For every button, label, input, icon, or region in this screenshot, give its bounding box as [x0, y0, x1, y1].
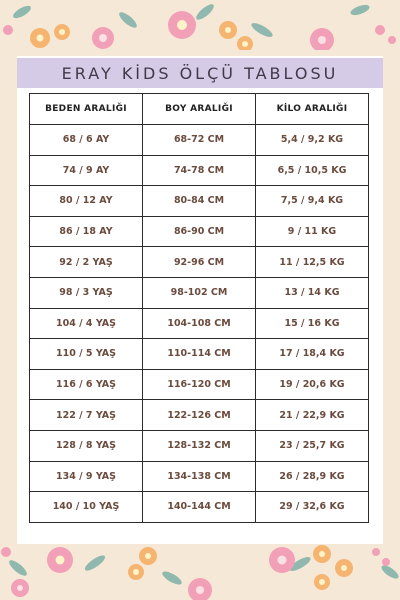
size-cell: 134 / 9 YAŞ	[30, 461, 143, 492]
weight-cell: 9 / 11 KG	[256, 216, 369, 247]
height-cell: 98-102 CM	[143, 277, 256, 308]
weight-cell: 7,5 / 9,4 KG	[256, 186, 369, 217]
size-cell: 68 / 6 AY	[30, 125, 143, 156]
height-cell: 128-132 CM	[143, 430, 256, 461]
header-size-range: BEDEN ARALIĞI	[30, 94, 143, 125]
table-row	[30, 400, 369, 431]
table-row	[30, 155, 369, 186]
table-row	[30, 369, 369, 400]
table-row	[30, 339, 369, 370]
page-title: ERAY KİDS ÖLÇÜ TABLOSU	[61, 63, 339, 83]
size-cell: 104 / 4 YAŞ	[30, 308, 143, 339]
flower-icon	[1, 545, 390, 600]
weight-cell: 6,5 / 10,5 KG	[256, 155, 369, 186]
table-row	[30, 492, 369, 523]
weight-cell: 21 / 22,9 KG	[256, 400, 369, 431]
header-height-range: BOY ARALIĞI	[143, 94, 256, 125]
size-cell: 86 / 18 AY	[30, 216, 143, 247]
height-cell: 110-114 CM	[143, 339, 256, 370]
height-cell: 116-120 CM	[143, 369, 256, 400]
size-cell: 140 / 10 YAŞ	[30, 492, 143, 523]
height-cell: 92-96 CM	[143, 247, 256, 278]
table-row	[30, 216, 369, 247]
table-row	[30, 125, 369, 156]
floral-border-top	[0, 0, 400, 50]
table-row	[30, 461, 369, 492]
height-cell: 86-90 CM	[143, 216, 256, 247]
weight-cell: 23 / 25,7 KG	[256, 430, 369, 461]
table-header-row	[30, 94, 369, 125]
size-cell: 98 / 3 YAŞ	[30, 277, 143, 308]
weight-cell: 19 / 20,6 KG	[256, 369, 369, 400]
title-bar	[17, 58, 383, 88]
weight-cell: 17 / 18,4 KG	[256, 339, 369, 370]
weight-cell: 11 / 12,5 KG	[256, 247, 369, 278]
table-row	[30, 247, 369, 278]
size-chart-card	[17, 56, 383, 544]
size-cell: 110 / 5 YAŞ	[30, 339, 143, 370]
weight-cell: 26 / 28,9 KG	[256, 461, 369, 492]
header-weight-range: KİLO ARALIĞI	[256, 94, 369, 125]
height-cell: 134-138 CM	[143, 461, 256, 492]
table-row	[30, 186, 369, 217]
height-cell: 122-126 CM	[143, 400, 256, 431]
size-cell: 116 / 6 YAŞ	[30, 369, 143, 400]
height-cell: 104-108 CM	[143, 308, 256, 339]
weight-cell: 15 / 16 KG	[256, 308, 369, 339]
size-table	[29, 93, 369, 523]
size-cell: 74 / 9 AY	[30, 155, 143, 186]
size-cell: 92 / 2 YAŞ	[30, 247, 143, 278]
table-row	[30, 430, 369, 461]
weight-cell: 13 / 14 KG	[256, 277, 369, 308]
size-cell: 80 / 12 AY	[30, 186, 143, 217]
table-row	[30, 308, 369, 339]
floral-border-bottom	[0, 538, 400, 600]
height-cell: 74-78 CM	[143, 155, 256, 186]
height-cell: 80-84 CM	[143, 186, 256, 217]
size-cell: 128 / 8 YAŞ	[30, 430, 143, 461]
height-cell: 140-144 CM	[143, 492, 256, 523]
weight-cell: 5,4 / 9,2 KG	[256, 125, 369, 156]
size-cell: 122 / 7 YAŞ	[30, 400, 143, 431]
table-row	[30, 277, 369, 308]
weight-cell: 29 / 32,6 KG	[256, 492, 369, 523]
height-cell: 68-72 CM	[143, 125, 256, 156]
